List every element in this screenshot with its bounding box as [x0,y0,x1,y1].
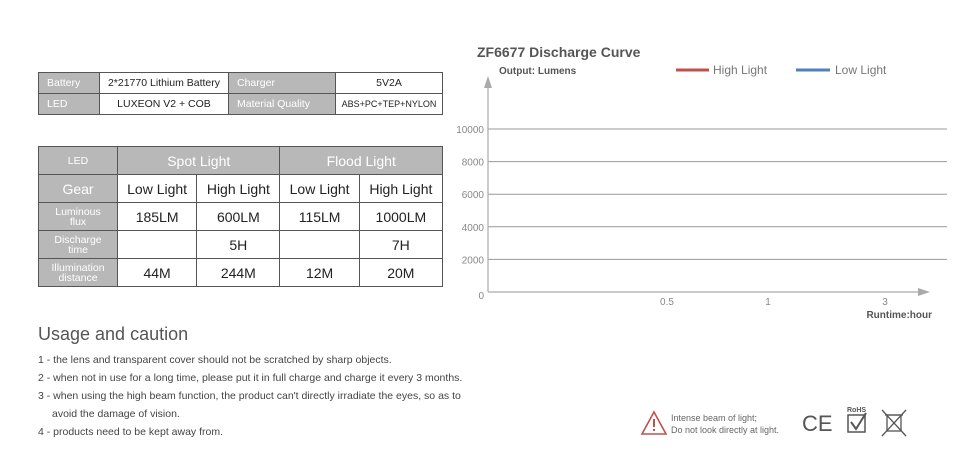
usage-note-3-line1: 3 - when using the high beam function, the product can't directly irradiate the eyes, so as to [38,390,461,402]
spec-table [38,72,443,115]
distance-cell: 44M [118,259,197,287]
time-cell: 5H [197,231,280,259]
chart-y-ticks [456,125,484,302]
usage-note-3-line2: avoid the damage of vision. [52,408,180,420]
flux-cell: 185LM [118,203,197,231]
led-label: LED [39,94,100,115]
battery-label: Battery [39,73,100,94]
warning-text [671,412,779,436]
gear-cell: High Light [359,175,442,203]
flux-label-line1: Luminous [55,205,101,218]
usage-title: Usage and caution [38,324,189,344]
usage-note-2: 2 - when not in use for a long time, please put it in full charge and charge it every 3 months. [38,372,463,384]
time-cell [118,231,197,259]
gear-cell: Low Light [280,175,359,203]
rohs-check-icon [847,407,866,432]
warning-line-1: Intense beam of light; [671,413,758,423]
y-tick-label: 8000 [461,157,484,169]
y-tick-label: 10000 [456,125,484,136]
battery-value: 2*21770 Lithium Battery [100,73,229,94]
led-header: LED [39,147,118,175]
y-axis-arrow [484,76,492,88]
time-label [39,231,118,259]
led-value: LUXEON V2 + COB [100,94,229,115]
y-tick-label: 6000 [461,190,484,202]
time-label-line2: time [68,243,88,256]
distance-cell: 20M [359,259,442,287]
flux-cell: 600LM [197,203,280,231]
time-label-line1: Discharge [54,233,102,246]
warning-line-2: Do not look directly at light. [671,425,780,435]
usage-note-4: 4 - products need to be kept away from. [38,426,224,438]
legend-low-label: Low Light [835,63,887,77]
chart-title: ZF6677 Discharge Curve [477,44,641,60]
distance-label-line1: Illumination [51,261,105,274]
charger-label: Charger [229,73,336,94]
x-tick-label: 3 [882,297,888,308]
y-tick-label: 0 [478,291,484,302]
y-tick-label: 2000 [461,255,484,267]
x-axis-arrow [918,288,930,296]
gear-cell: High Light [197,175,280,203]
charger-value: 5V2A [336,73,443,94]
light-table [38,146,443,287]
chart-ylabel: Output: Lumens [499,66,577,77]
flux-cell: 115LM [280,203,359,231]
spot-light-header: Spot Light [118,147,280,175]
material-label: Material Quality [229,94,336,115]
flux-label [39,203,118,231]
svg-text:RoHS: RoHS [847,407,867,414]
chart-grid [488,129,947,259]
distance-cell: 244M [197,259,280,287]
legend-high-label: High Light [713,63,768,77]
distance-label-line2: distance [58,271,98,284]
certification-icons [800,405,915,441]
chart-x-ticks [660,297,888,308]
x-tick-label: 1 [765,297,771,308]
discharge-chart [450,40,950,330]
usage-note-1: 1 - the lens and transparent cover should not be scratched by sharp objects. [38,354,392,366]
distance-label [39,259,118,287]
y-tick-label: 4000 [461,222,484,234]
time-cell: 7H [359,231,442,259]
distance-cell: 12M [280,259,359,287]
flux-cell: 1000LM [359,203,442,231]
ce-mark-icon [802,411,833,436]
flux-label-line2: flux [69,215,87,228]
flood-light-header: Flood Light [280,147,443,175]
warning-triangle-icon [640,410,668,436]
time-cell [280,231,359,259]
x-tick-label: 0.5 [660,297,674,308]
chart-xlabel: Runtime:hour [866,310,932,321]
gear-label: Gear [39,175,118,203]
weee-crossed-bin-icon [882,410,906,436]
material-value: ABS+PC+TEP+NYLON [336,94,443,115]
svg-text:CE: CE [802,411,833,436]
warning-notice [640,410,800,440]
usage-section [38,324,468,441]
usage-note-3 [38,387,468,423]
gear-cell: Low Light [118,175,197,203]
